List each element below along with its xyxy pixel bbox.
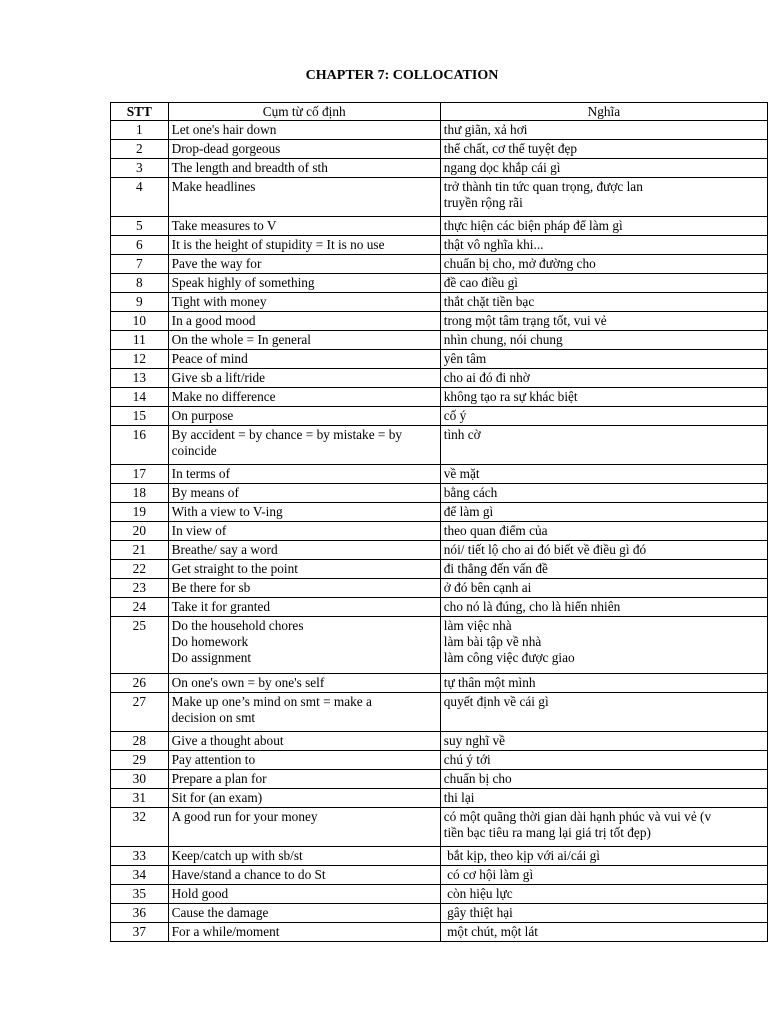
stt-cell: 9: [111, 293, 169, 312]
table-row: [111, 388, 768, 407]
stt-cell: 5: [111, 217, 169, 236]
stt-cell: 33: [111, 847, 169, 866]
meaning-cell: bằng cách: [440, 484, 767, 503]
meaning-cell: bắt kịp, theo kịp với ai/cái gì: [440, 847, 767, 866]
stt-cell: 1: [111, 121, 169, 140]
table-row: [111, 407, 768, 426]
table-row: [111, 751, 768, 770]
phrase-cell: Pave the way for: [168, 255, 440, 274]
phrase-cell: The length and breadth of sth: [168, 159, 440, 178]
phrase-cell: A good run for your money: [168, 808, 440, 847]
phrase-cell: Make no difference: [168, 388, 440, 407]
table-row: [111, 541, 768, 560]
meaning-cell: gây thiệt hại: [440, 904, 767, 923]
meaning-cell: đề cao điều gì: [440, 274, 767, 293]
meaning-cell: đi thẳng đến vấn đề: [440, 560, 767, 579]
table-row: [111, 484, 768, 503]
table-row: [111, 617, 768, 674]
table-row: [111, 808, 768, 847]
table-row: [111, 503, 768, 522]
phrase-cell: Give sb a lift/ride: [168, 369, 440, 388]
table-row: [111, 217, 768, 236]
table-row: [111, 121, 768, 140]
header-phrase: Cụm từ cố định: [168, 103, 440, 121]
stt-cell: 16: [111, 426, 169, 465]
phrase-cell: Take measures to V: [168, 217, 440, 236]
meaning-cell: cho ai đó đi nhờ: [440, 369, 767, 388]
phrase-cell: Let one's hair down: [168, 121, 440, 140]
table-row: [111, 274, 768, 293]
table-row: [111, 847, 768, 866]
phrase-cell: For a while/moment: [168, 923, 440, 942]
meaning-cell: nhìn chung, nói chung: [440, 331, 767, 350]
meaning-cell: thắt chặt tiền bạc: [440, 293, 767, 312]
page-title: CHAPTER 7: COLLOCATION: [305, 68, 499, 83]
phrase-cell: Drop-dead gorgeous: [168, 140, 440, 159]
table-row: [111, 923, 768, 942]
table-row: [111, 312, 768, 331]
stt-cell: 6: [111, 236, 169, 255]
meaning-cell: thi lại: [440, 789, 767, 808]
stt-cell: 4: [111, 178, 169, 217]
meaning-cell: chuẩn bị cho, mở đường cho: [440, 255, 767, 274]
phrase-cell: On one's own = by one's self: [168, 674, 440, 693]
table-row: [111, 732, 768, 751]
phrase-cell: On purpose: [168, 407, 440, 426]
meaning-cell: làm việc nhà làm bài tập về nhà làm công việc được giao: [440, 617, 767, 674]
table-row: [111, 350, 768, 369]
header-meaning: Nghĩa: [440, 103, 767, 121]
stt-cell: 12: [111, 350, 169, 369]
phrase-cell: Speak highly of something: [168, 274, 440, 293]
meaning-cell: có một quãng thời gian dài hạnh phúc và vui vẻ (v tiền bạc tiêu ra mang lại giá trị tốt đẹp): [440, 808, 767, 847]
meaning-cell: yên tâm: [440, 350, 767, 369]
meaning-cell: ở đó bên cạnh ai: [440, 579, 767, 598]
stt-cell: 32: [111, 808, 169, 847]
stt-cell: 28: [111, 732, 169, 751]
phrase-cell: Sit for (an exam): [168, 789, 440, 808]
stt-cell: 14: [111, 388, 169, 407]
table-row: [111, 331, 768, 350]
phrase-cell: By means of: [168, 484, 440, 503]
meaning-cell: trong một tâm trạng tốt, vui vẻ: [440, 312, 767, 331]
phrase-cell: Keep/catch up with sb/st: [168, 847, 440, 866]
table-row: [111, 770, 768, 789]
phrase-cell: Pay attention to: [168, 751, 440, 770]
meaning-cell: thật vô nghĩa khi...: [440, 236, 767, 255]
phrase-cell: Prepare a plan for: [168, 770, 440, 789]
stt-cell: 30: [111, 770, 169, 789]
meaning-cell: quyết định về cái gì: [440, 693, 767, 732]
phrase-cell: In terms of: [168, 465, 440, 484]
stt-cell: 19: [111, 503, 169, 522]
table-row: [111, 255, 768, 274]
table-header-row: [111, 103, 768, 121]
stt-cell: 8: [111, 274, 169, 293]
stt-cell: 15: [111, 407, 169, 426]
phrase-cell: Breathe/ say a word: [168, 541, 440, 560]
phrase-cell: Tight with money: [168, 293, 440, 312]
stt-cell: 36: [111, 904, 169, 923]
stt-cell: 2: [111, 140, 169, 159]
stt-cell: 37: [111, 923, 169, 942]
meaning-cell: cho nó là đúng, cho là hiển nhiên: [440, 598, 767, 617]
meaning-cell: trở thành tin tức quan trọng, được lan truyền rộng rãi: [440, 178, 767, 217]
table-row: [111, 693, 768, 732]
table-row: [111, 159, 768, 178]
stt-cell: 3: [111, 159, 169, 178]
stt-cell: 34: [111, 866, 169, 885]
table-row: [111, 178, 768, 217]
table-row: [111, 598, 768, 617]
phrase-cell: In view of: [168, 522, 440, 541]
stt-cell: 20: [111, 522, 169, 541]
meaning-cell: chú ý tới: [440, 751, 767, 770]
phrase-cell: It is the height of stupidity = It is no use: [168, 236, 440, 255]
meaning-cell: còn hiệu lực: [440, 885, 767, 904]
stt-cell: 22: [111, 560, 169, 579]
table-row: [111, 293, 768, 312]
stt-cell: 23: [111, 579, 169, 598]
table-row: [111, 236, 768, 255]
stt-cell: 24: [111, 598, 169, 617]
phrase-cell: With a view to V-ing: [168, 503, 440, 522]
stt-cell: 11: [111, 331, 169, 350]
phrase-cell: Take it for granted: [168, 598, 440, 617]
meaning-cell: thể chất, cơ thể tuyệt đẹp: [440, 140, 767, 159]
stt-cell: 18: [111, 484, 169, 503]
stt-cell: 29: [111, 751, 169, 770]
table-row: [111, 866, 768, 885]
meaning-cell: về mặt: [440, 465, 767, 484]
meaning-cell: nói/ tiết lộ cho ai đó biết về điều gì đó: [440, 541, 767, 560]
meaning-cell: chuẩn bị cho: [440, 770, 767, 789]
table-row: [111, 369, 768, 388]
phrase-cell: Do the household chores Do homework Do assignment: [168, 617, 440, 674]
table-row: [111, 579, 768, 598]
stt-cell: 25: [111, 617, 169, 674]
phrase-cell: Have/stand a chance to do St: [168, 866, 440, 885]
meaning-cell: thư giãn, xả hơi: [440, 121, 767, 140]
meaning-cell: theo quan điểm của: [440, 522, 767, 541]
phrase-cell: Make up one’s mind on smt = make a decision on smt: [168, 693, 440, 732]
meaning-cell: cố ý: [440, 407, 767, 426]
table-row: [111, 426, 768, 465]
meaning-cell: có cơ hội làm gì: [440, 866, 767, 885]
meaning-cell: tự thân một mình: [440, 674, 767, 693]
meaning-cell: không tạo ra sự khác biệt: [440, 388, 767, 407]
phrase-cell: Cause the damage: [168, 904, 440, 923]
stt-cell: 21: [111, 541, 169, 560]
meaning-cell: tình cờ: [440, 426, 767, 465]
phrase-cell: Peace of mind: [168, 350, 440, 369]
collocation-table: [110, 102, 768, 942]
phrase-cell: By accident = by chance = by mistake = by coincide: [168, 426, 440, 465]
stt-cell: 26: [111, 674, 169, 693]
phrase-cell: On the whole = In general: [168, 331, 440, 350]
stt-cell: 31: [111, 789, 169, 808]
phrase-cell: Hold good: [168, 885, 440, 904]
phrase-cell: Be there for sb: [168, 579, 440, 598]
table-row: [111, 789, 768, 808]
meaning-cell: ngang dọc khắp cái gì: [440, 159, 767, 178]
phrase-cell: Make headlines: [168, 178, 440, 217]
table-row: [111, 465, 768, 484]
phrase-cell: Get straight to the point: [168, 560, 440, 579]
table-row: [111, 522, 768, 541]
table-row: [111, 140, 768, 159]
stt-cell: 13: [111, 369, 169, 388]
table-row: [111, 904, 768, 923]
meaning-cell: một chút, một lát: [440, 923, 767, 942]
stt-cell: 27: [111, 693, 169, 732]
header-stt: STT: [111, 103, 169, 121]
meaning-cell: suy nghĩ về: [440, 732, 767, 751]
stt-cell: 7: [111, 255, 169, 274]
table-row: [111, 674, 768, 693]
meaning-cell: thực hiện các biện pháp để làm gì: [440, 217, 767, 236]
stt-cell: 10: [111, 312, 169, 331]
phrase-cell: Give a thought about: [168, 732, 440, 751]
table-row: [111, 560, 768, 579]
phrase-cell: In a good mood: [168, 312, 440, 331]
meaning-cell: để làm gì: [440, 503, 767, 522]
table-row: [111, 885, 768, 904]
stt-cell: 35: [111, 885, 169, 904]
stt-cell: 17: [111, 465, 169, 484]
